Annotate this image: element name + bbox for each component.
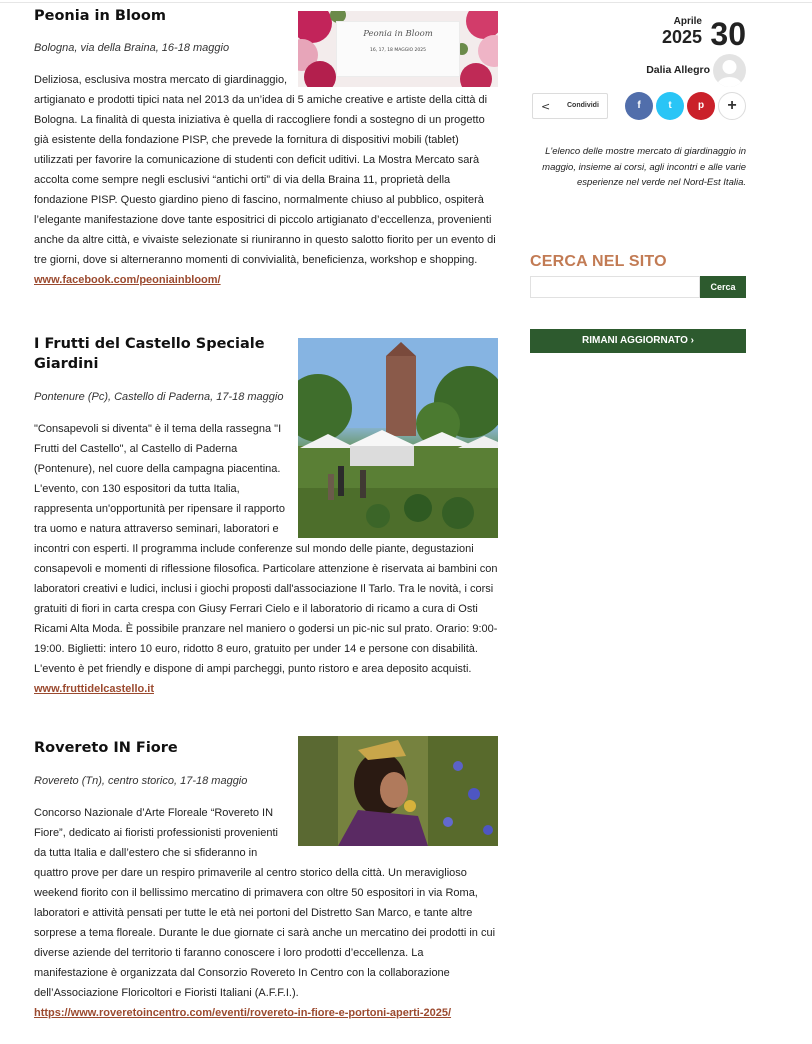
event-poster-card	[336, 21, 460, 77]
event-title: Rovereto IN Fiore	[34, 740, 178, 756]
share-bar	[532, 92, 748, 120]
avatar-icon[interactable]	[713, 54, 746, 87]
event-link[interactable]: https://www.roveretoincentro.com/eventi/rovereto-in-fiore-e-portoni-aperti-2025/	[34, 1007, 452, 1019]
search-button[interactable]: Cerca	[700, 276, 746, 298]
florist-woman-icon	[298, 736, 498, 846]
event-title: Peonia in Bloom	[34, 8, 166, 24]
facebook-icon[interactable]: f	[625, 92, 653, 120]
author-box[interactable]	[530, 54, 746, 88]
market-tents-icon	[298, 338, 498, 538]
event-peonia	[34, 6, 498, 328]
search-heading: CERCA NEL SITO	[530, 253, 667, 270]
author-name[interactable]: Dalia Allegro	[646, 64, 710, 76]
event-meta: Pontenure (Pc), Castello di Paderna, 17-18 maggio	[34, 391, 284, 403]
search-form	[530, 276, 746, 298]
subscribe-button[interactable]: RIMANI AGGIORNATO ›	[530, 329, 746, 353]
event-link[interactable]: www.fruttidelcastello.it	[34, 683, 154, 695]
event-rovereto	[34, 736, 498, 1023]
top-divider	[0, 2, 812, 3]
share-label: Condividi	[567, 102, 599, 109]
event-frutti-castello	[34, 328, 498, 736]
share-button[interactable]	[532, 93, 608, 119]
event-meta: Bologna, via della Braina, 16-18 maggio	[34, 42, 230, 54]
share-icon: <	[541, 100, 551, 113]
event-meta: Rovereto (Tn), centro storico, 17-18 maggio	[34, 775, 248, 787]
date-day: 30	[710, 16, 746, 52]
event-image-frutti[interactable]	[298, 338, 498, 538]
event-image-peonia[interactable]	[298, 11, 498, 87]
article-content	[34, 6, 498, 1023]
site-tagline: L'elenco delle mostre mercato di giardinaggio in maggio, insieme ai corsi, agli incontri e alle varie esperienze nel verde nel Nord-Est Italia.	[542, 146, 746, 188]
event-link[interactable]: www.facebook.com/peoniainbloom/	[34, 274, 221, 286]
event-description: Deliziosa, esclusiva mostra mercato di giardinaggio, artigianato e prodotti tipici nata nel 2013 da un’idea di 5 amiche creative e artiste della città di Bologna. La finalità di questa iniziativa è quella di raccogliere fondi a sostegno di un progetto già esistente della fondazione PISP, che prevede la fornitura di dispositivi mobili (tablet) utilizzati per favorire la comunicazione di studenti con deficit uditivi. La Mostra Mercato sarà accolta come sempre negli esclusivi “antichi orti” di via della Braina 11, proprietà della fondazione PISP. Questo giardino pieno di fascino, normalmente chiuso al pubblico, ospiterà l’elegante manifestazione dove tante espositrici di piccolo artigianato d’eccellenza, provenienti anche da altre città, e vivaiste selezionate si riuniranno in questo salotto fiorito per un evento di tre giorni, dove si alterneranno momenti di convivialità, beneficienza, workshop e shopping.	[34, 74, 496, 266]
poster-title: Peonia in Bloom	[363, 29, 433, 39]
search-input[interactable]	[530, 276, 700, 298]
twitter-icon[interactable]: t	[656, 92, 684, 120]
event-image-rovereto[interactable]	[298, 736, 498, 846]
date-month: Aprile	[673, 16, 702, 27]
event-title: I Frutti del Castello Speciale Giardini	[34, 336, 265, 372]
pinterest-icon[interactable]: p	[687, 92, 715, 120]
event-description: Concorso Nazionale d’Arte Floreale “Rovereto IN Fiore”, dedicato ai fioristi professionisti provenienti da tutta Italia e dall’estero che si sfideranno in quattro prove per dare un respiro primaverile al centro storico della città. Un meraviglioso weekend fiorito con il bellissimo mercatino di primavera con oltre 50 espositori in via Roma, laboratori e attività pensati per tutte le età nei portoni del Distretto San Marco, e tante altre sorprese a tema floreale. Durante le due giornate ci sarà anche un mercatino dei prodotti in cui diverse aziende del territorio ti faranno conoscere i loro prodotti d’eccellenza. La manifestazione è organizzata dal Consorzio Rovereto In Centro con la collaborazione dell’Associazione Floricoltori e Fioristi Italiani (A.F.F.I.).	[34, 807, 496, 999]
plus-icon[interactable]: +	[718, 92, 746, 120]
date-year: 2025	[661, 27, 702, 47]
event-description: "Consapevoli si diventa" è il tema della rassegna "I Frutti del Castello", al Castello di Paderna (Pontenure), nel cuore della campagna piacentina. L'evento, con 130 espositori da tutta Italia, rappresenta un'opportunità per ripensare il rapporto tra uomo e natura attraverso seminari, laboratori e incontri con esperti. Il programma include conferenze sul mondo delle piante, degustazioni consapevoli e momenti di riflessione filosofica. Particolare attenzione è riservata ai bambini con laboratori creativi e ludici, inclusi i giochi proposti dall'associazione Il Tarlo. Tra le novità, i corsi gratuiti di fiori in carta crespa con Giusy Ferrari Cielo e il laboratorio di ricamo a cura di Osti Ricami Alta Moda. È possibile pranzare nel maniero o godersi un pic-nic sul prato. Orario: 9:00-19:00. Biglietti: intero 10 euro, ridotto 8 euro, gratuito per under 14 e persone con disabilità. L'evento è pet friendly e dispone di ampi parcheggi, punto ristoro e area deposito acquisti.	[34, 423, 498, 675]
poster-date: 16, 17, 18 MAGGIO 2025	[370, 48, 426, 53]
post-date	[646, 14, 746, 54]
